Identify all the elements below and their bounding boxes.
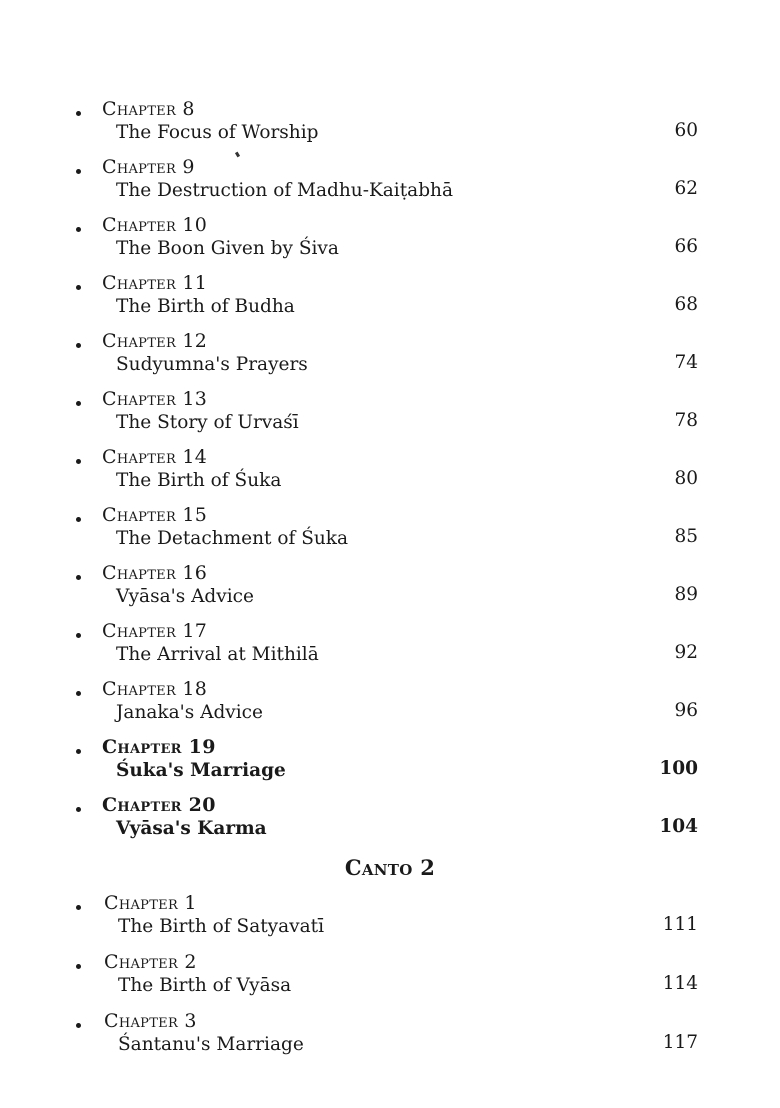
chapter-title: The Detachment of Śuka <box>116 528 349 549</box>
chapter-title: Vyāsa's Karma <box>116 818 267 839</box>
bullet-icon <box>76 964 81 969</box>
page-number: 117 <box>662 1032 698 1053</box>
chapter-label: Chapter 10 <box>102 214 208 236</box>
chapter-title: Janaka's Advice <box>116 702 263 723</box>
chapter-title: The Focus of Worship <box>116 122 319 143</box>
toc-entry[interactable] <box>0 213 780 271</box>
chapter-label: Chapter 13 <box>102 388 208 410</box>
chapter-label: Chapter 11 <box>102 272 208 294</box>
page-number: 100 <box>659 758 698 779</box>
toc-entry[interactable] <box>0 1009 780 1068</box>
toc-entry[interactable] <box>0 329 780 387</box>
page-number: 74 <box>674 352 698 373</box>
bullet-icon <box>76 459 81 464</box>
page-number: 60 <box>674 120 698 141</box>
toc-entry[interactable] <box>0 387 780 445</box>
bullet-icon <box>76 227 81 232</box>
page-number: 62 <box>674 178 698 199</box>
toc-entry[interactable] <box>0 97 780 155</box>
bullet-icon <box>76 517 81 522</box>
toc-entry[interactable] <box>0 793 780 851</box>
toc-list-canto-2 <box>0 891 780 1068</box>
chapter-label: Chapter 19 <box>102 736 216 758</box>
chapter-title: The Birth of Satyavatī <box>118 916 324 937</box>
page-number: 96 <box>674 700 698 721</box>
chapter-title: Śantanu's Marriage <box>118 1034 304 1055</box>
chapter-title: The Story of Urvaśī <box>116 412 299 433</box>
bullet-icon <box>76 169 81 174</box>
toc-entry[interactable] <box>0 735 780 793</box>
bullet-icon <box>76 285 81 290</box>
bullet-icon <box>76 1023 81 1028</box>
chapter-title: Vyāsa's Advice <box>116 586 254 607</box>
toc-entry[interactable] <box>0 445 780 503</box>
toc-list-canto-1 <box>0 97 780 851</box>
chapter-label: Chapter 15 <box>102 504 208 526</box>
chapter-title: The Destruction of Madhu-Kaiṭabhā <box>116 180 453 201</box>
bullet-icon <box>76 691 81 696</box>
page-number: 111 <box>662 914 698 935</box>
page-number: 92 <box>674 642 698 663</box>
chapter-label: Chapter 3 <box>104 1010 197 1032</box>
bullet-icon <box>76 633 81 638</box>
bullet-icon <box>76 111 81 116</box>
bullet-icon <box>76 575 81 580</box>
canto-heading: Canto 2 <box>344 855 436 880</box>
bullet-icon <box>76 401 81 406</box>
chapter-title: The Arrival at Mithilā <box>116 644 319 665</box>
chapter-label: Chapter 16 <box>102 562 208 584</box>
chapter-title: The Birth of Budha <box>116 296 295 317</box>
bullet-icon <box>76 343 81 348</box>
chapter-title: The Birth of Śuka <box>116 470 282 491</box>
toc-entry[interactable] <box>0 561 780 619</box>
bullet-icon <box>76 749 81 754</box>
toc-entry[interactable] <box>0 155 780 213</box>
chapter-label: Chapter 14 <box>102 446 208 468</box>
bullet-icon <box>76 807 81 812</box>
page-number: 80 <box>674 468 698 489</box>
page-number: 68 <box>674 294 698 315</box>
chapter-label: Chapter 1 <box>104 892 197 914</box>
page-number: 104 <box>659 816 698 837</box>
toc-entry[interactable] <box>0 503 780 561</box>
page-number: 78 <box>674 410 698 431</box>
toc-entry[interactable] <box>0 950 780 1009</box>
page-number: 89 <box>674 584 698 605</box>
toc-entry[interactable] <box>0 677 780 735</box>
chapter-label: Chapter 17 <box>102 620 208 642</box>
chapter-label: Chapter 9 <box>102 156 195 178</box>
chapter-title: Sudyumna's Prayers <box>116 354 308 375</box>
toc-entry[interactable] <box>0 619 780 677</box>
toc-entry[interactable] <box>0 271 780 329</box>
chapter-label: Chapter 18 <box>102 678 208 700</box>
page-number: 85 <box>674 526 698 547</box>
chapter-label: Chapter 2 <box>104 951 197 973</box>
page-number: 114 <box>662 973 698 994</box>
chapter-title: The Birth of Vyāsa <box>118 975 292 996</box>
chapter-title: Śuka's Marriage <box>116 760 286 781</box>
toc-entry[interactable] <box>0 891 780 950</box>
chapter-label: Chapter 8 <box>102 98 195 120</box>
chapter-label: Chapter 12 <box>102 330 208 352</box>
page-number: 66 <box>674 236 698 257</box>
chapter-title: The Boon Given by Śiva <box>116 238 339 259</box>
bullet-icon <box>76 905 81 910</box>
chapter-label: Chapter 20 <box>102 794 216 816</box>
